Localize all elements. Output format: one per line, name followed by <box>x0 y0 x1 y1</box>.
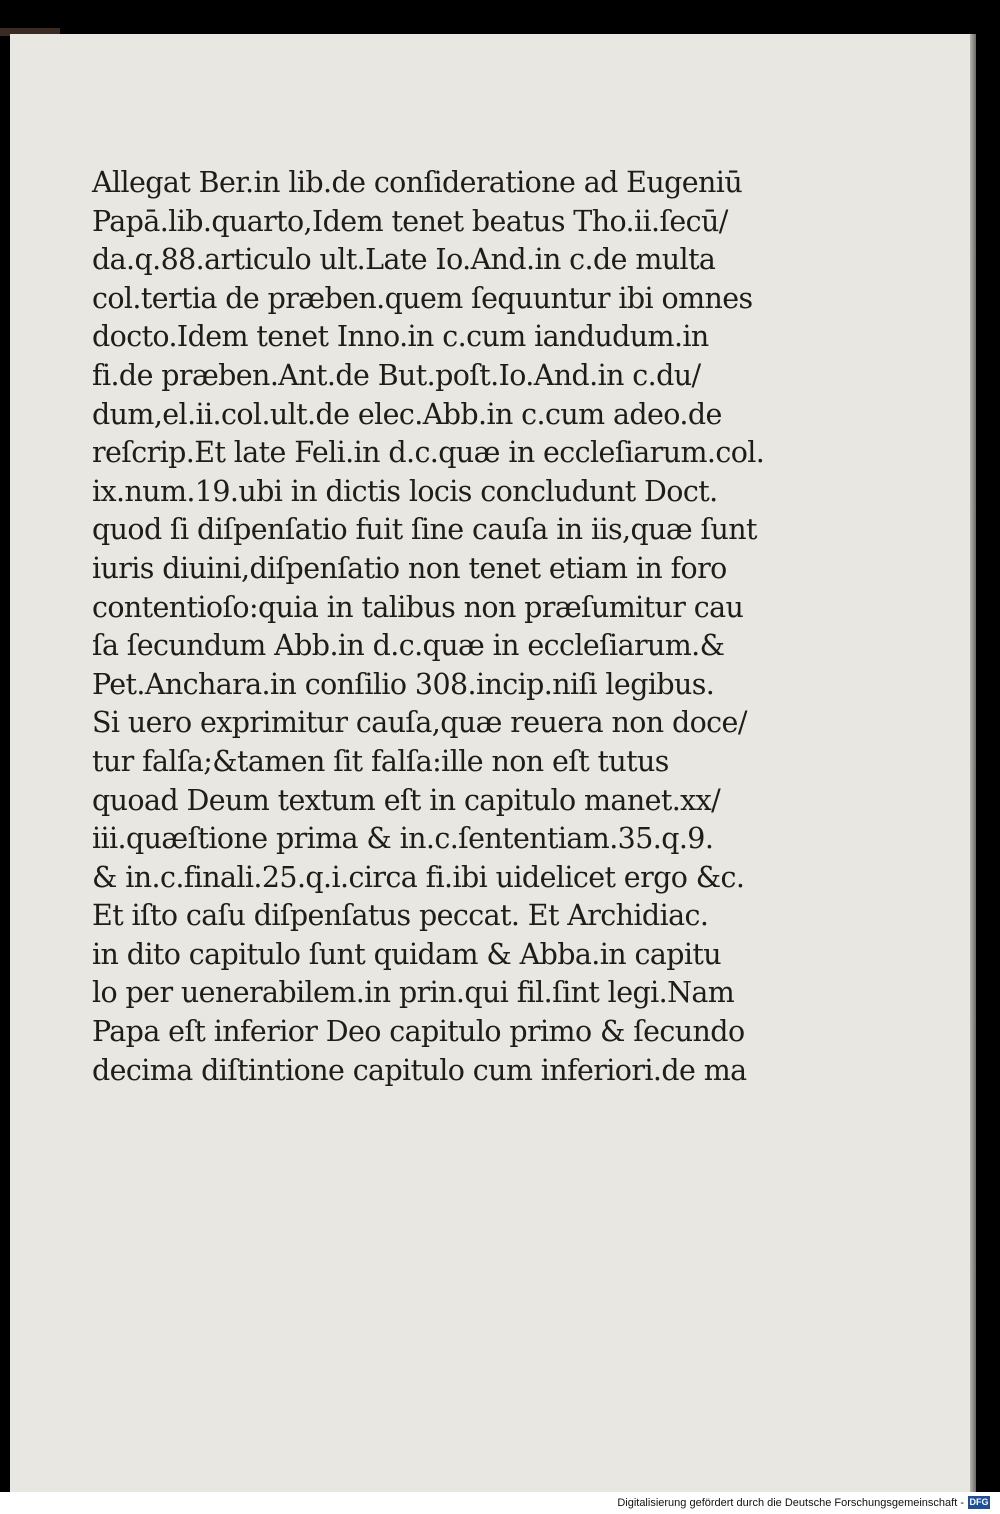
text-line: Et iſto caſu diſpenſatus peccat. Et Archidiac. <box>92 899 709 933</box>
text-line: iuris diuini,diſpenſatio non tenet etiam in foro <box>92 551 727 585</box>
text-line: docto.Idem tenet Inno.in c.cum iandudum.in <box>92 320 709 354</box>
page-edge-shadow <box>970 34 976 1492</box>
text-line: dum,el.ii.col.ult.de elec.Abb.in c.cum adeo.de <box>92 397 722 431</box>
dfg-logo: DFG <box>969 1497 989 1507</box>
text-line: in dito capitulo ſunt quidam & Abba.in capitu <box>92 937 722 971</box>
text-line: da.q.88.articulo ult.Late Io.And.in c.de multa <box>92 243 716 277</box>
text-line: ſa ſecundum Abb.in d.c.quæ in eccleſiarum.& <box>92 629 725 663</box>
text-line: iii.quæſtione prima & in.c.ſententiam.35.q.9. <box>92 822 714 856</box>
text-line: Si uero exprimitur cauſa,quæ reuera non doce/ <box>92 706 747 740</box>
footer-credit: Digitalisierung gefördert durch die Deutsche Forschungsgemeinschaft - <box>617 1497 964 1509</box>
text-line: quod ſi diſpenſatio fuit ſine cauſa in iis,quæ ſunt <box>92 513 757 547</box>
text-line: fi.de præben.Ant.de But.poſt.Io.And.in c.du/ <box>92 358 701 392</box>
text-line: contentioſo:quia in talibus non præſumitur cau <box>92 590 744 624</box>
text-line: Allegat Ber.in lib.de conſideratione ad Eugeniū <box>92 166 743 199</box>
text-line: col.tertia de præben.quem ſequuntur ibi omnes <box>92 281 753 315</box>
text-line: Pet.Anchara.in conſilio 308.incip.niſi legibus. <box>92 667 715 701</box>
text-line: Papa eſt inferior Deo capitulo primo & ſecundo <box>92 1015 745 1049</box>
text-line: tur falſa;&tamen ſit falſa:ille non eſt tutus <box>92 744 669 778</box>
page-text-block <box>92 164 765 1090</box>
text-line: & in.c.finali.25.q.i.circa fi.ibi uidelicet ergo &c. <box>92 860 745 894</box>
text-line: reſcrip.Et late Feli.in d.c.quæ in eccleſiarum.col. <box>92 436 765 470</box>
text-line: ix.num.19.ubi in dictis locis concludunt Doct. <box>92 474 718 508</box>
text-line: lo per uenerabilem.in prin.qui fil.ſint legi.Nam <box>92 976 735 1010</box>
text-line: decima diſtintione capitulo cum inferiori.de ma <box>92 1053 747 1087</box>
text-line: quoad Deum textum eſt in capitulo manet.xx/ <box>92 783 721 817</box>
text-line: Papā.lib.quarto,Idem tenet beatus Tho.ii.ſecū/ <box>92 204 728 238</box>
